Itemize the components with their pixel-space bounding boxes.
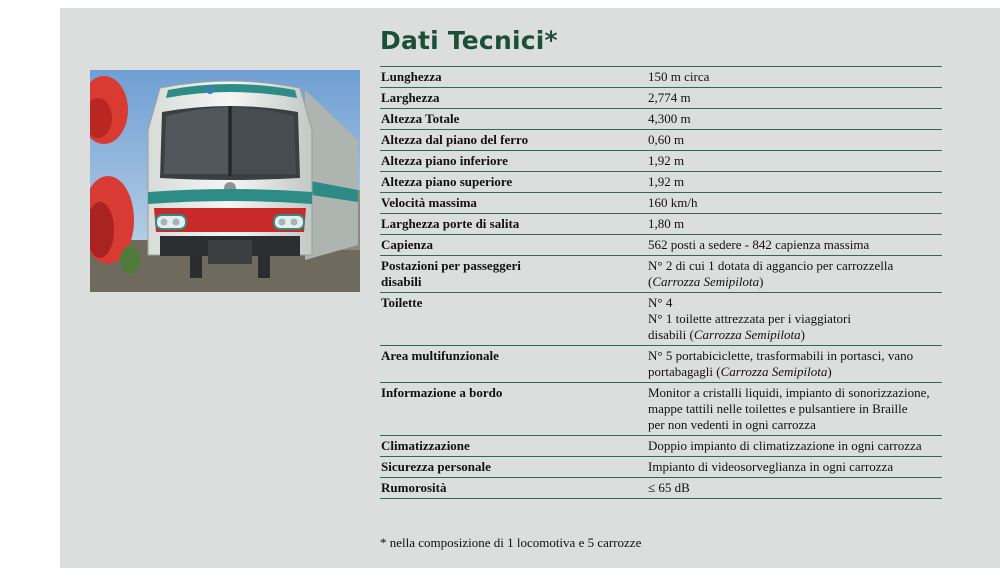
spec-value (648, 295, 942, 343)
spec-label: Lunghezza (381, 69, 442, 84)
spec-label: Sicurezza personale (381, 459, 491, 474)
spec-label: Larghezza (381, 90, 440, 105)
spec-value (648, 480, 942, 496)
spec-label: Larghezza porte di salita (381, 216, 520, 231)
spec-label: Velocità massima (381, 195, 477, 210)
spec-label: Toilette (381, 295, 423, 310)
spec-value-text: 0,60 m (648, 132, 685, 147)
train-illustration (90, 70, 360, 292)
spec-value (648, 69, 942, 85)
spec-value-text: 160 km/h (648, 195, 698, 210)
spec-label: Altezza Totale (381, 111, 460, 126)
spec-label: Altezza dal piano del ferro (381, 132, 529, 147)
spec-value-text: 1,80 m (648, 216, 685, 231)
table-row (380, 346, 942, 383)
spec-value-italic: Carrozza Semipilota (693, 327, 801, 342)
table-row (380, 130, 942, 151)
table-row (380, 478, 942, 499)
train-photo (90, 70, 360, 292)
spec-label: Altezza piano inferiore (381, 153, 508, 168)
spec-value-text: 150 m circa (648, 69, 710, 84)
spec-value-text: 1,92 m (648, 174, 685, 189)
table-row (380, 67, 942, 88)
spec-label: Climatizzazione (381, 438, 470, 453)
table-row (380, 193, 942, 214)
table-row (380, 214, 942, 235)
spec-label: Postazioni per passeggeri disabili (381, 258, 521, 289)
spec-value (648, 153, 942, 169)
specs-table (380, 66, 942, 499)
spec-value (648, 216, 942, 232)
table-row (380, 457, 942, 478)
spec-value (648, 258, 942, 290)
spec-value-text: Monitor a cristalli liquidi, impianto di sonorizzazione, mappe tattili nelle toilettes e pulsantiere in Braille per non vedenti in ogni carrozza (648, 385, 930, 432)
spec-value-tail: ) (759, 274, 764, 289)
spec-value (648, 90, 942, 106)
table-row (380, 109, 942, 130)
spec-value-text: Doppio impianto di climatizzazione in ogni carrozza (648, 438, 922, 453)
spec-value-italic: Carrozza Semipilota (720, 364, 828, 379)
table-row (380, 151, 942, 172)
spec-value (648, 195, 942, 211)
spec-label: Altezza piano superiore (381, 174, 513, 189)
table-row (380, 235, 942, 256)
spec-value-text: Impianto di videosorveglianza in ogni carrozza (648, 459, 894, 474)
spec-value-tail: ) (800, 327, 805, 342)
spec-value (648, 385, 942, 433)
spec-value (648, 132, 942, 148)
spec-value-text: N° 2 di cui 1 dotata di aggancio per carrozzella ( (648, 258, 894, 289)
table-row (380, 172, 942, 193)
spec-value-text: 562 posti a sedere - 842 capienza massima (648, 237, 870, 252)
spec-value (648, 459, 942, 475)
spec-value-text: N° 5 portabiciclette, trasformabili in portasci, vano portabagagli ( (648, 348, 914, 379)
spec-value (648, 174, 942, 190)
table-row (380, 88, 942, 109)
spec-value-text: 4,300 m (648, 111, 691, 126)
spec-value (648, 111, 942, 127)
footnote: * nella composizione di 1 locomotiva e 5 carrozze (380, 535, 642, 550)
technical-data-card (60, 8, 1000, 568)
table-row (380, 293, 942, 346)
page-title: Dati Tecnici* (380, 26, 558, 55)
spec-label: Area multifunzionale (381, 348, 499, 363)
table-row (380, 436, 942, 457)
spec-value (648, 237, 942, 253)
table-row (380, 383, 942, 436)
spec-value (648, 348, 942, 380)
spec-value-text: 2,774 m (648, 90, 691, 105)
spec-value-text: N° 4 N° 1 toilette attrezzata per i viaggiatori disabili ( (648, 295, 851, 342)
spec-label: Rumorosità (381, 480, 447, 495)
spec-value (648, 438, 942, 454)
spec-value-italic: Carrozza Semipilota (652, 274, 760, 289)
spec-label: Capienza (381, 237, 433, 252)
spec-value-text: 1,92 m (648, 153, 685, 168)
table-row (380, 256, 942, 293)
spec-value-tail: ) (827, 364, 832, 379)
spec-value-text: ≤ 65 dB (648, 480, 690, 495)
spec-label: Informazione a bordo (381, 385, 503, 400)
